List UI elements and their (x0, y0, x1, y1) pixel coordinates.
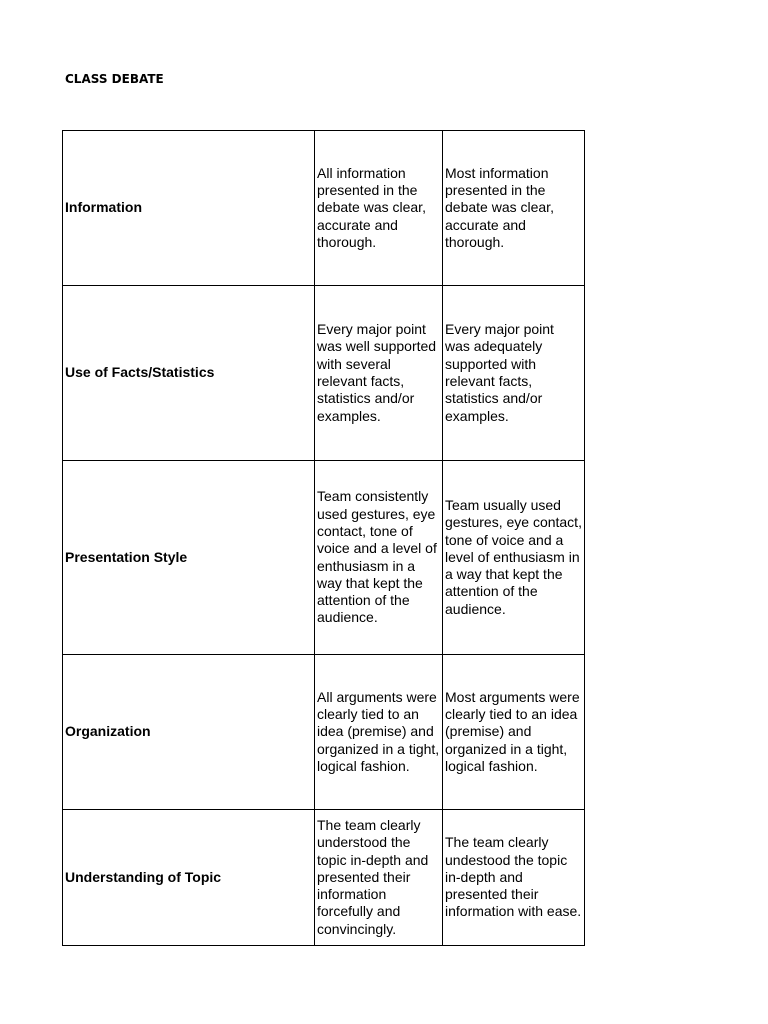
criterion-cell: Information (63, 131, 315, 286)
criterion-cell: Use of Facts/Statistics (63, 286, 315, 461)
criterion-cell: Organization (63, 655, 315, 810)
table-row (63, 810, 585, 946)
criterion-cell: Presentation Style (63, 461, 315, 655)
level-1-cell: All arguments were clearly tied to an idea (premise) and organized in a tight, logical fashion. (315, 655, 443, 810)
level-2-cell: Most arguments were clearly tied to an idea (premise) and organized in a tight, logical fashion. (443, 655, 585, 810)
level-1-cell: Team consistently used gestures, eye contact, tone of voice and a level of enthusiasm in a way that kept the attention of the audience. (315, 461, 443, 655)
level-1-cell: All information presented in the debate was clear, accurate and thorough. (315, 131, 443, 286)
document-title: CLASS DEBATE (65, 72, 164, 86)
table-row (63, 286, 585, 461)
level-2-cell: Most information presented in the debate was clear, accurate and thorough. (443, 131, 585, 286)
table-row (63, 655, 585, 810)
rubric-table (62, 130, 585, 946)
level-2-cell: Every major point was adequately supported with relevant facts, statistics and/or examples. (443, 286, 585, 461)
level-2-cell: Team usually used gestures, eye contact, tone of voice and a level of enthusiasm in a way that kept the attention of the audience. (443, 461, 585, 655)
table-row (63, 461, 585, 655)
level-1-cell: Every major point was well supported with several relevant facts, statistics and/or examples. (315, 286, 443, 461)
level-1-cell: The team clearly understood the topic in-depth and presented their information forcefully and convincingly. (315, 810, 443, 946)
criterion-cell: Understanding of Topic (63, 810, 315, 946)
level-2-cell: The team clearly undestood the topic in-depth and presented their information with ease. (443, 810, 585, 946)
table-row (63, 131, 585, 286)
